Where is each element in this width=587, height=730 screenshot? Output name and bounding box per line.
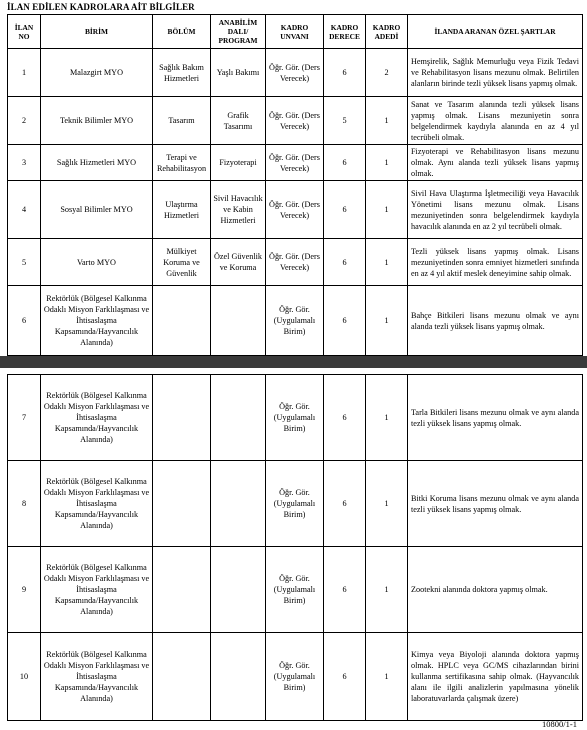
table-row (8, 181, 583, 239)
cell-sart: Fizyoterapi ve Rehabilitasyon lisans mezunu olmak. Aynı alanda tezli yüksek lisans yapmış olmak. (408, 145, 583, 181)
cell-birim: Sağlık Hizmetleri MYO (41, 145, 153, 181)
cell-sart: Bahçe Bitkileri lisans mezunu olmak ve aynı alanda tezli yüksek lisans yapmış olmak. (408, 286, 583, 356)
cell-adet: 1 (366, 239, 408, 286)
cell-bolum: Sağlık Bakım Hizmetleri (153, 49, 211, 97)
cell-bolum: Terapi ve Rehabilitasyon (153, 145, 211, 181)
cell-program (211, 286, 266, 356)
cell-sart: Kimya veya Biyoloji alanında doktora yapmış olmak. HPLC veya GC/MS cihazlarından birini kullanma sertifikasına sahip olmak. (Hayvancılık alanı ile ilgili analizlerin yapılmasına yönelik laboratuvarlarda çalışmak üzere) (408, 633, 583, 721)
table-row (8, 633, 583, 721)
cell-bolum (153, 547, 211, 633)
table-row (8, 461, 583, 547)
cell-birim: Rektörlük (Bölgesel Kalkınma Odaklı Misyon Farklılaşması ve İhtisaslaşma Kapsamında/Hayvancılık Alanında) (41, 633, 153, 721)
positions-table-page-2 (7, 374, 583, 721)
cell-no: 10 (8, 633, 41, 721)
cell-unvan: Öğr. Gör. (Uygulamalı Birim) (266, 547, 324, 633)
cell-no: 6 (8, 286, 41, 356)
header-anabilim: ANABİLİM DALI/ PROGRAM (211, 15, 266, 49)
cell-adet: 2 (366, 49, 408, 97)
cell-sart: Bitki Koruma lisans mezunu olmak ve aynı alanda tezli yüksek lisans yapmış olmak. (408, 461, 583, 547)
cell-adet: 1 (366, 461, 408, 547)
cell-derece: 5 (324, 97, 366, 145)
cell-sart: Zootekni alanında doktora yapmış olmak. (408, 547, 583, 633)
table-row (8, 286, 583, 356)
cell-bolum (153, 633, 211, 721)
cell-birim: Rektörlük (Bölgesel Kalkınma Odaklı Misyon Farklılaşması ve İhtisaslaşma Kapsamında/Hayvancılık Alanında) (41, 461, 153, 547)
header-unvan: KADRO UNVANI (266, 15, 324, 49)
cell-adet: 1 (366, 181, 408, 239)
cell-bolum: Tasarım (153, 97, 211, 145)
cell-program: Fizyoterapi (211, 145, 266, 181)
cell-derece: 6 (324, 461, 366, 547)
cell-derece: 6 (324, 181, 366, 239)
table-header-row (8, 15, 583, 49)
document-page-2 (3, 368, 585, 730)
cell-derece: 6 (324, 49, 366, 97)
cell-unvan: Öğr. Gör. (Uygulamalı Birim) (266, 286, 324, 356)
header-adet: KADRO ADEDİ (366, 15, 408, 49)
cell-unvan: Öğr. Gör. (Ders Verecek) (266, 97, 324, 145)
cell-program: Özel Güvenlik ve Koruma (211, 239, 266, 286)
cell-bolum (153, 286, 211, 356)
cell-unvan: Öğr. Gör. (Ders Verecek) (266, 239, 324, 286)
cell-birim: Rektörlük (Bölgesel Kalkınma Odaklı Misyon Farklılaşması ve İhtisaslaşma Kapsamında/Hayvancılık Alanında) (41, 375, 153, 461)
cell-bolum: Ulaştırma Hizmetleri (153, 181, 211, 239)
cell-derece: 6 (324, 286, 366, 356)
cell-sart: Tezli yüksek lisans yapmış olmak. Lisans mezuniyetinden sonra emniyet hizmetleri sınıfında en az 4 yıl aktif meslek deneyimine sahip olmak. (408, 239, 583, 286)
cell-unvan: Öğr. Gör. (Uygulamalı Birim) (266, 633, 324, 721)
header-birim: BİRİM (41, 15, 153, 49)
cell-birim: Rektörlük (Bölgesel Kalkınma Odaklı Misyon Farklılaşması ve İhtisaslaşma Kapsamında/Hayvancılık Alanında) (41, 286, 153, 356)
cell-no: 3 (8, 145, 41, 181)
cell-bolum: Mülkiyet Koruma ve Güvenlik (153, 239, 211, 286)
header-derece: KADRO DERECE (324, 15, 366, 49)
cell-birim: Teknik Bilimler MYO (41, 97, 153, 145)
table-row (8, 49, 583, 97)
cell-program: Grafik Tasarımı (211, 97, 266, 145)
cell-adet: 1 (366, 375, 408, 461)
cell-derece: 6 (324, 239, 366, 286)
cell-no: 7 (8, 375, 41, 461)
cell-birim: Sosyal Bilimler MYO (41, 181, 153, 239)
page-separator (0, 356, 587, 368)
table-row (8, 97, 583, 145)
header-bolum: BÖLÜM (153, 15, 211, 49)
cell-program (211, 633, 266, 721)
cell-unvan: Öğr. Gör. (Uygulamalı Birim) (266, 375, 324, 461)
table-row (8, 375, 583, 461)
cell-sart: Hemşirelik, Sağlık Memurluğu veya Fizik Tedavi ve Rehabilitasyon lisans mezunu olmak. Belirtilen alanların birinde tezli yüksek lisans yapmış olmak. (408, 49, 583, 97)
header-ilan-no: İLAN NO (8, 15, 41, 49)
table-row (8, 145, 583, 181)
cell-no: 1 (8, 49, 41, 97)
cell-derece: 6 (324, 547, 366, 633)
cell-no: 5 (8, 239, 41, 286)
cell-adet: 1 (366, 633, 408, 721)
cell-sart: Sanat ve Tasarım alanında tezli yüksek lisans yapmış olmak. Lisans mezuniyetin sonra belgelendirmek kaydıyla alanında en az 4 yıl tecrübeli olmak. (408, 97, 583, 145)
cell-birim: Malazgirt MYO (41, 49, 153, 97)
table-row (8, 239, 583, 286)
cell-program: Yaşlı Bakımı (211, 49, 266, 97)
cell-adet: 1 (366, 286, 408, 356)
cell-birim: Varto MYO (41, 239, 153, 286)
cell-birim: Rektörlük (Bölgesel Kalkınma Odaklı Misyon Farklılaşması ve İhtisaslaşma Kapsamında/Hayvancılık Alanında) (41, 547, 153, 633)
cell-adet: 1 (366, 547, 408, 633)
cell-unvan: Öğr. Gör. (Ders Verecek) (266, 181, 324, 239)
page-title: İLAN EDİLEN KADROLARA AİT BİLGİLER (7, 2, 195, 12)
cell-unvan: Öğr. Gör. (Ders Verecek) (266, 145, 324, 181)
cell-bolum (153, 375, 211, 461)
cell-bolum (153, 461, 211, 547)
document-number: 10800/1-1 (542, 719, 577, 729)
document-page-1 (3, 0, 585, 356)
cell-derece: 6 (324, 145, 366, 181)
cell-adet: 1 (366, 97, 408, 145)
cell-no: 9 (8, 547, 41, 633)
cell-program: Sivil Havacılık ve Kabin Hizmetleri (211, 181, 266, 239)
cell-program (211, 461, 266, 547)
cell-no: 2 (8, 97, 41, 145)
cell-no: 8 (8, 461, 41, 547)
table-row (8, 547, 583, 633)
positions-table-page-1 (7, 14, 583, 356)
cell-sart: Tarla Bitkileri lisans mezunu olmak ve aynı alanda tezli yüksek lisans yapmış olmak. (408, 375, 583, 461)
cell-program (211, 375, 266, 461)
cell-program (211, 547, 266, 633)
cell-sart: Sivil Hava Ulaştırma İşletmeciliği veya Havacılık Yönetimi lisans mezunu olmak. Lisans mezuniyetinden sonra belgelendirmek kaydıyla havacılık alanında en az 2 yıl tecrübeli olmak. (408, 181, 583, 239)
cell-adet: 1 (366, 145, 408, 181)
header-sartlar: İLANDA ARANAN ÖZEL ŞARTLAR (408, 15, 583, 49)
cell-no: 4 (8, 181, 41, 239)
cell-unvan: Öğr. Gör. (Uygulamalı Birim) (266, 461, 324, 547)
cell-unvan: Öğr. Gör. (Ders Verecek) (266, 49, 324, 97)
cell-derece: 6 (324, 633, 366, 721)
cell-derece: 6 (324, 375, 366, 461)
